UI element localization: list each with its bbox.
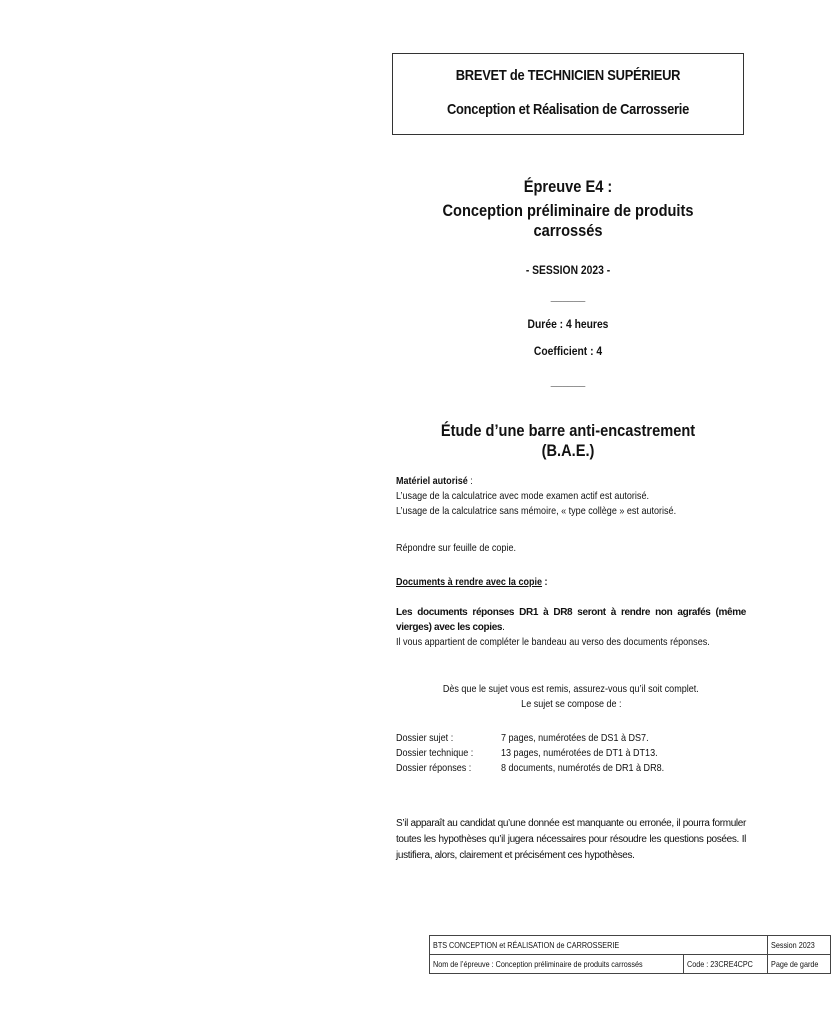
header-title: BREVET de TECHNICIEN SUPÉRIEUR — [455, 67, 681, 84]
authorized-material-title: Matériel autorisé — [396, 475, 468, 487]
session-label: - SESSION 2023 - — [525, 263, 611, 277]
study-title: Étude d’une barre anti-encastrement (B.A.E.) — [440, 421, 696, 460]
authorized-material-colon: : — [467, 475, 473, 487]
dossier-value: 7 pages, numérotées de DS1 à DS7. — [501, 732, 649, 744]
documents-title-colon: : — [542, 576, 548, 588]
footer-page-label: Page de garde — [768, 955, 831, 974]
dossier-row — [396, 731, 691, 746]
footer-session: Session 2023 — [768, 936, 831, 955]
separator-2: ______ — [550, 374, 586, 388]
dossier-label: Dossier réponses : — [396, 762, 472, 774]
dossier-value: 13 pages, numérotées de DT1 à DT13. — [501, 747, 658, 759]
subject-composition-intro — [396, 682, 746, 712]
dossier-label: Dossier technique : — [396, 747, 474, 759]
dossier-list — [396, 731, 691, 776]
documents-note: Il vous appartient de compléter le bandeau au verso des documents réponses. — [396, 636, 710, 648]
dossier-row — [396, 761, 691, 776]
dossier-row — [396, 746, 691, 761]
dossier-value: 8 documents, numérotés de DR1 à DR8. — [501, 762, 665, 774]
authorized-material-section — [396, 474, 746, 519]
footer-epreuve-name: Nom de l’épreuve : Conception préliminaire de produits carrossés — [430, 955, 684, 974]
dossier-label: Dossier sujet : — [396, 732, 454, 744]
documents-section-title — [396, 575, 746, 590]
epreuve-label: Épreuve E4 : — [523, 177, 613, 196]
answer-instruction: Répondre sur feuille de copie. — [396, 542, 516, 554]
footer-code: Code : 23CRE4CPC — [683, 955, 767, 974]
authorized-material-line-1: L’usage de la calculatrice avec mode examen actif est autorisé. — [396, 490, 649, 502]
coefficient-label: Coefficient : 4 — [533, 344, 603, 358]
authorized-material-line-2: L’usage de la calculatrice sans mémoire, « type collège » est autorisé. — [396, 505, 677, 517]
footer-banner — [429, 935, 831, 974]
hypotheses-paragraph: S’il apparaît au candidat qu’une donnée est manquante ou erronée, il pourra formuler toutes les hypothèses qu’il jugera nécessaires pour résoudre les questions posées. Il justifiera, alors, clairement et précisément ces hypothèses. — [396, 818, 746, 861]
separator-1: ______ — [550, 289, 586, 303]
epreuve-title: Conception préliminaire de produits carrossés — [442, 201, 694, 240]
subject-check-line: Dès que le sujet vous est remis, assurez-vous qu’il soit complet. — [443, 683, 699, 695]
subject-composition-line: Le sujet se compose de : — [520, 698, 622, 710]
header-subtitle: Conception et Réalisation de Carrosserie — [446, 101, 690, 118]
documents-bold-notice: Les documents réponses DR1 à DR8 seront à rendre non agrafés (même vierges) avec les copies. — [396, 607, 746, 633]
header-box — [392, 53, 744, 135]
documents-section-body — [396, 605, 746, 650]
documents-title: Documents à rendre avec la copie — [396, 576, 543, 588]
footer-exam-name: BTS CONCEPTION et RÉALISATION de CARROSSERIE — [430, 936, 768, 955]
duration-label: Durée : 4 heures — [527, 317, 609, 331]
